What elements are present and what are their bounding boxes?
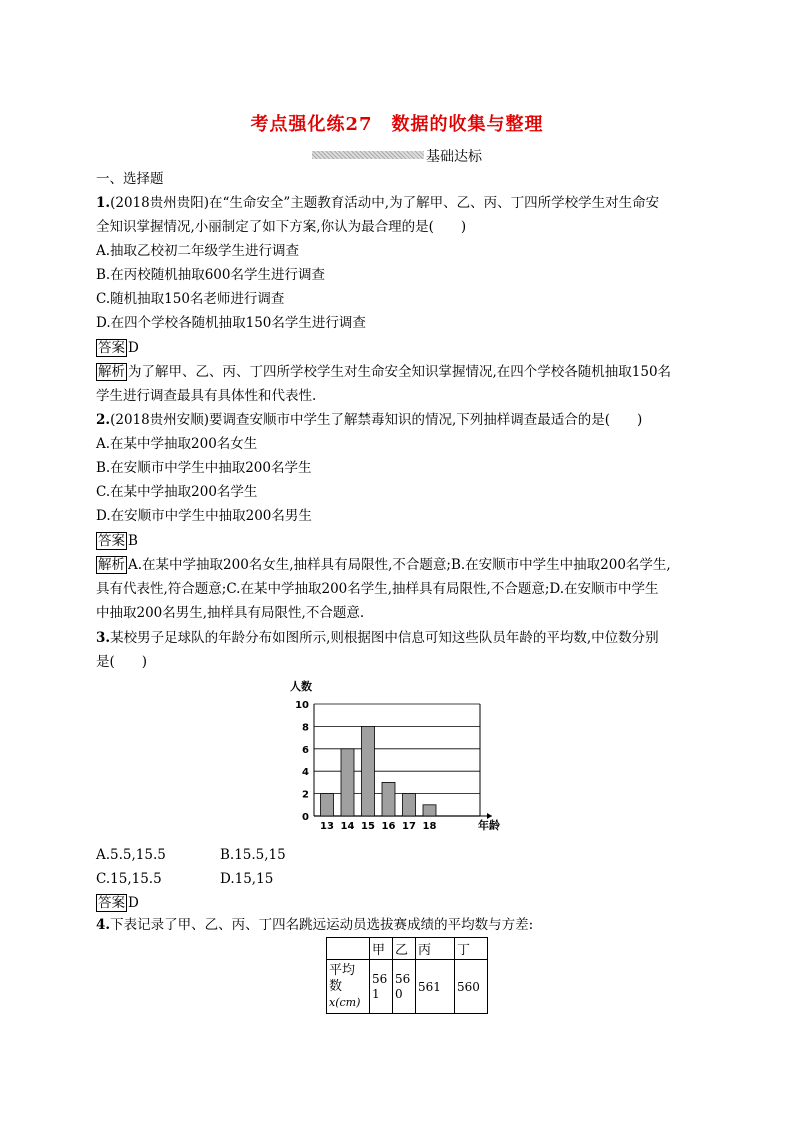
answer-tag: 答案: [98, 340, 125, 356]
bar: [423, 805, 436, 816]
table-header-cell: 乙: [393, 938, 416, 960]
q4-stem-text: 下表记录了甲、乙、丙、丁四名跳远运动员选拔赛成绩的平均数与方差:: [110, 917, 534, 933]
table-cell: 561: [416, 960, 455, 1014]
q1-analysis-line2: 学生进行调查最具有具体性和代表性.: [96, 388, 317, 404]
q3-answer: [96, 892, 139, 914]
bar: [362, 726, 375, 816]
q1-option-d: D.在四个学校各随机抽取150名学生进行调查: [96, 315, 366, 331]
section-label: 基础达标: [426, 149, 482, 165]
table-cell: [370, 960, 393, 1014]
q3-answer-value: D: [128, 895, 139, 911]
q2-stem: [96, 409, 642, 431]
row-label-line: 平均: [329, 962, 356, 978]
table-header-cell: 丙: [416, 938, 455, 960]
table-cell: [393, 960, 416, 1014]
q1-stem-text1: (2018贵州贵阳)在“生命安全”主题教育活动中,为了解甲、乙、丙、丁四所学校学生对生命安: [110, 195, 660, 211]
analysis-tag: 解析: [98, 557, 125, 573]
y-tick-label: 6: [302, 744, 309, 756]
answer-tag: 答案: [98, 533, 125, 549]
q1-answer: [96, 337, 139, 359]
q1-option-a: A.抽取乙校初二年级学生进行调查: [96, 243, 300, 259]
part-heading: 一、选择题: [96, 171, 164, 187]
table-header-cell: 甲: [370, 938, 393, 960]
section-decoration: [312, 151, 424, 159]
x-tick-label: 15: [361, 821, 375, 832]
age-bar-chart: [280, 676, 520, 836]
row-label-line: 数: [329, 978, 343, 994]
x-tick-label: 18: [422, 821, 437, 832]
x-tick-label: 14: [340, 821, 355, 832]
q1-option-b: B.在丙校随机抽取600名学生进行调查: [96, 267, 325, 283]
q1-number: 1.: [96, 195, 111, 211]
score-table: [326, 937, 488, 1014]
q1-stem-line2: 全知识掌握情况,小丽制定了如下方案,你认为最合理的是( ): [96, 219, 467, 235]
q1-answer-value: D: [128, 340, 139, 356]
cell-line: 56: [372, 971, 388, 986]
q4-number: 4.: [96, 917, 111, 933]
y-tick-label: 10: [295, 700, 309, 711]
x-tick-label: 13: [320, 821, 334, 832]
row-label-line: x(cm): [329, 995, 361, 1009]
table-header-cell: [327, 938, 370, 960]
q2-stem-text: (2018贵州安顺)要调查安顺市中学生了解禁毒知识的情况,下列抽样调查最适合的是( ): [110, 412, 643, 428]
q2-analysis-text1: A.在某中学抽取200名女生,抽样具有局限性,不合题意;B.在安顺市中学生中抽取200名学生,: [128, 557, 671, 573]
q2-option-c: C.在某中学抽取200名学生: [96, 484, 258, 500]
table-row-label: [327, 960, 370, 1014]
q2-analysis-line3: 中抽取200名男生,抽样具有局限性,不合题意.: [96, 605, 365, 621]
q1-option-c: C.随机抽取150名老师进行调查: [96, 291, 285, 307]
q3-option-c: C.15,15.5: [96, 871, 162, 887]
q1-analysis-text1: 为了解甲、乙、丙、丁四所学校学生对生命安全知识掌握情况,在四个学校各随机抽取150名: [128, 364, 672, 380]
q4-stem: [96, 914, 533, 936]
q2-option-d: D.在安顺市中学生中抽取200名男生: [96, 508, 312, 524]
q2-answer: [96, 530, 138, 552]
q2-analysis-line1: [96, 554, 671, 576]
analysis-tag: 解析: [98, 364, 125, 380]
x-axis-label: 年龄: [478, 819, 500, 832]
y-axis-label: 人数: [290, 680, 312, 693]
y-tick-label: 2: [302, 789, 309, 801]
q3-option-a: A.5.5,15.5: [96, 847, 166, 863]
q2-number: 2.: [96, 412, 111, 428]
page-title: 考点强化练27 数据的收集与整理: [250, 114, 544, 135]
q1-stem-line1: [96, 192, 659, 214]
cell-line: 0: [395, 986, 403, 1001]
table-header-cell: 丁: [455, 938, 488, 960]
bar: [341, 749, 354, 816]
bar: [382, 782, 395, 816]
x-tick-label: 17: [402, 821, 416, 832]
table-cell: 560: [455, 960, 488, 1014]
x-tick-label: 16: [381, 821, 396, 832]
table-row: [327, 960, 488, 1014]
answer-tag: 答案: [98, 895, 125, 911]
q3-stem-line2: 是( ): [96, 654, 148, 670]
q2-option-b: B.在安顺市中学生中抽取200名学生: [96, 460, 312, 476]
q3-number: 3.: [96, 630, 111, 646]
y-tick-label: 8: [302, 722, 309, 734]
q1-analysis-line1: [96, 361, 671, 383]
q2-answer-value: B: [128, 533, 138, 549]
q3-stem-text1: 某校男子足球队的年龄分布如图所示,则根据图中信息可知这些队员年龄的平均数,中位数分别: [110, 630, 659, 646]
q2-option-a: A.在某中学抽取200名女生: [96, 436, 258, 452]
q3-option-b: B.15.5,15: [220, 847, 286, 863]
q2-analysis-line2: 具有代表性,符合题意;C.在某中学抽取200名学生,抽样具有局限性,不合题意;D.在安顺市中学生: [96, 581, 659, 597]
bar: [403, 794, 416, 816]
y-tick-label: 0: [302, 812, 309, 823]
bar: [321, 794, 334, 816]
table-header-row: [327, 938, 488, 960]
q3-stem-line1: [96, 627, 659, 649]
y-tick-label: 4: [302, 767, 309, 779]
q3-option-d: D.15,15: [220, 871, 274, 887]
cell-line: 56: [395, 971, 411, 986]
cell-line: 1: [372, 986, 380, 1001]
